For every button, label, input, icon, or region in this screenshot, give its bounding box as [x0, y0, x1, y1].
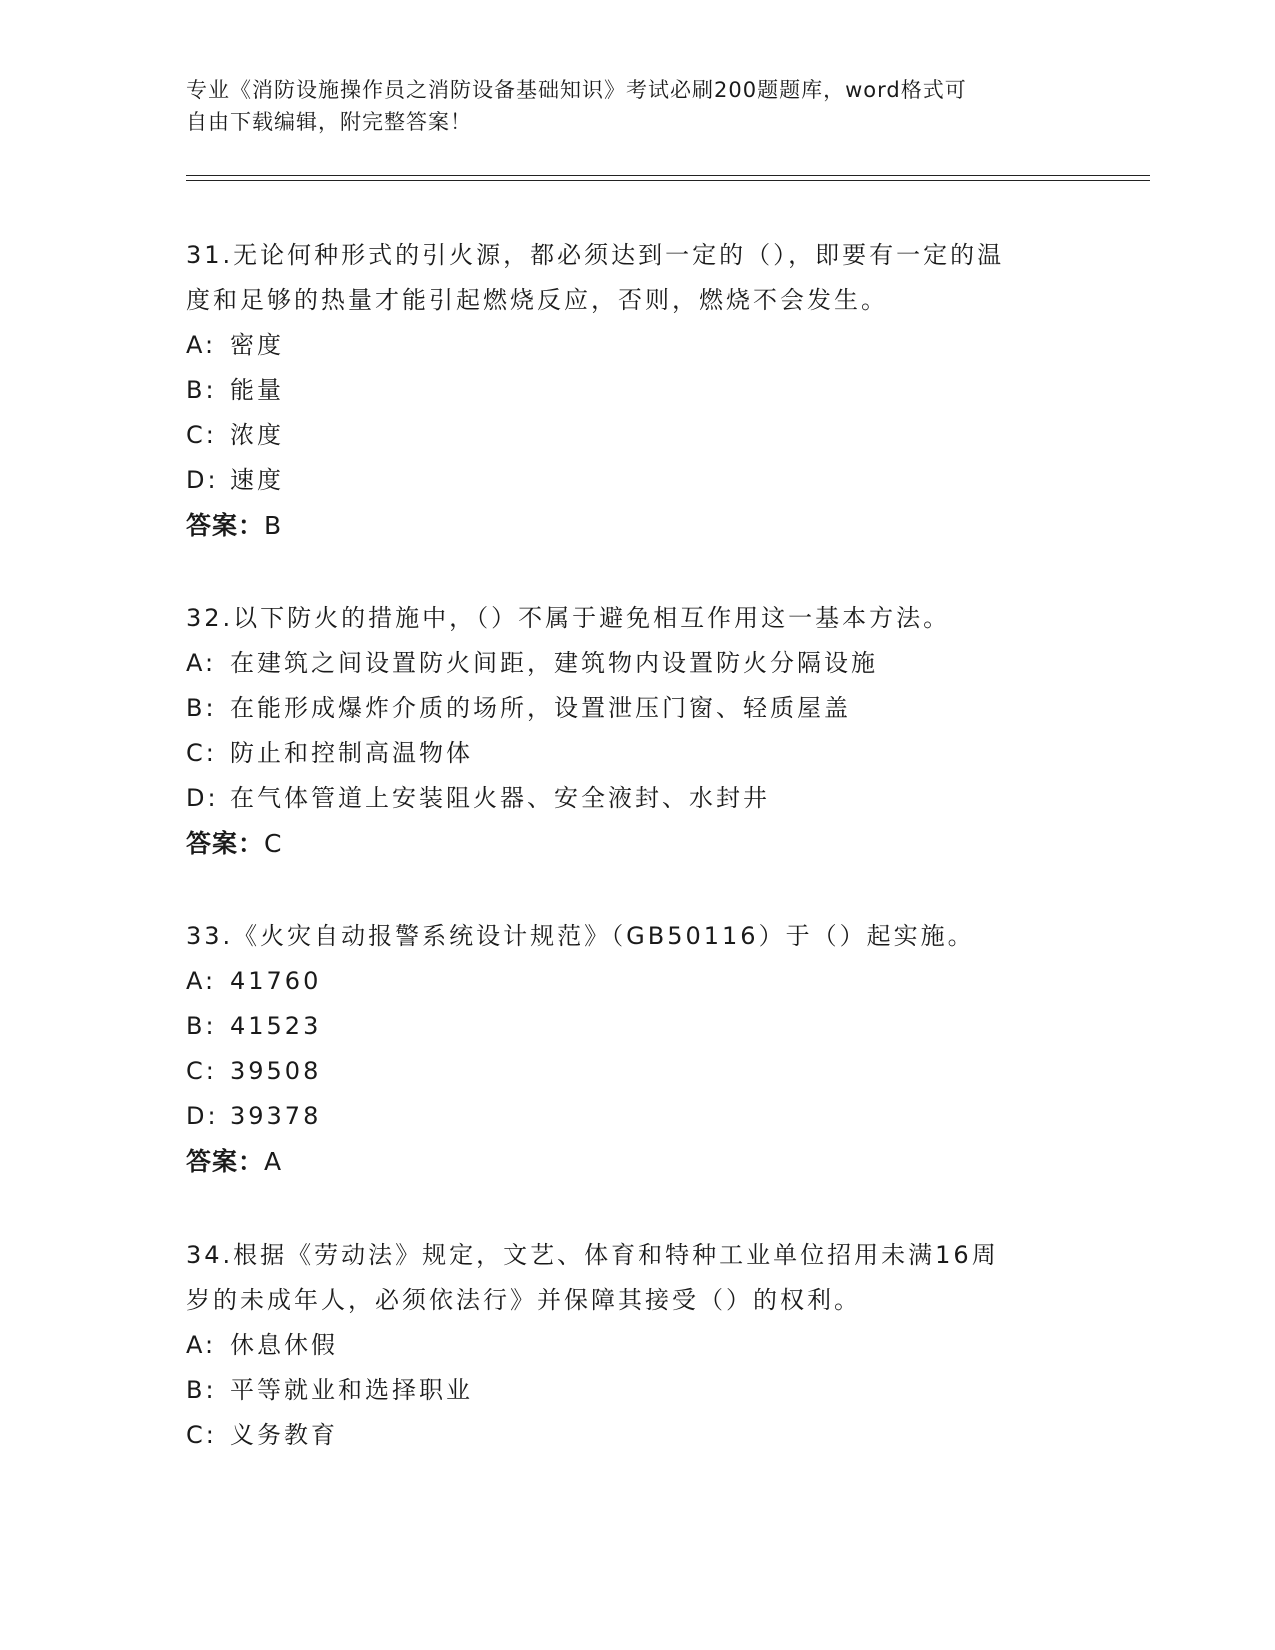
option-text: 在气体管道上安装阻火器、安全液封、水封井 [230, 784, 770, 812]
option-key: B: [186, 1012, 217, 1040]
option-a [186, 959, 1086, 1004]
question-31 [186, 233, 1086, 548]
option-key: C: [186, 739, 217, 767]
answer-line [186, 821, 1086, 866]
option-key: D: [186, 1102, 219, 1130]
option-b [186, 368, 1086, 413]
question-stem-line: 岁的未成年人，必须依法行》并保障其接受（）的权利。 [186, 1286, 861, 1314]
option-d [186, 1094, 1086, 1139]
option-text: 41760 [230, 967, 322, 995]
option-text: 防止和控制高温物体 [230, 739, 473, 767]
answer-line [186, 503, 1086, 548]
option-key: B: [186, 694, 217, 722]
answer-label: 答案： [186, 829, 265, 858]
question-32 [186, 596, 1086, 866]
option-text: 在建筑之间设置防火间距，建筑物内设置防火分隔设施 [230, 649, 878, 677]
option-b [186, 686, 1086, 731]
option-key: D: [186, 466, 219, 494]
answer-value: B [264, 511, 283, 540]
question-stem-line: 33.《火灾自动报警系统设计规范》（GB50116）于（）起实施。 [186, 922, 975, 950]
answer-value: C [264, 829, 283, 858]
option-text: 浓度 [230, 421, 284, 449]
question-stem [186, 233, 1086, 323]
option-c [186, 1049, 1086, 1094]
question-stem [186, 1233, 1086, 1323]
question-stem-line: 31.无论何种形式的引火源，都必须达到一定的（），即要有一定的温 [186, 241, 1005, 269]
question-34 [186, 1233, 1086, 1458]
header-line-1: 专业《消防设施操作员之消防设备基础知识》考试必刷200题题库，word格式可 [186, 78, 967, 102]
option-key: D: [186, 784, 219, 812]
option-text: 平等就业和选择职业 [230, 1376, 473, 1404]
header-line-2: 自由下载编辑，附完整答案！ [186, 110, 472, 134]
option-key: B: [186, 1376, 217, 1404]
header-divider-bottom [186, 180, 1150, 181]
option-a [186, 1323, 1086, 1368]
option-text: 速度 [230, 466, 284, 494]
answer-value: A [264, 1147, 283, 1176]
option-a [186, 323, 1086, 368]
option-b [186, 1368, 1086, 1413]
option-c [186, 413, 1086, 458]
option-key: A: [186, 967, 217, 995]
option-c [186, 731, 1086, 776]
answer-line [186, 1139, 1086, 1184]
option-text: 在能形成爆炸介质的场所，设置泄压门窗、轻质屋盖 [230, 694, 851, 722]
option-text: 能量 [230, 376, 284, 404]
question-stem-line: 32.以下防火的措施中，（）不属于避免相互作用这一基本方法。 [186, 604, 951, 632]
option-text: 39508 [230, 1057, 322, 1085]
option-text: 密度 [230, 331, 284, 359]
question-33 [186, 914, 1086, 1184]
option-text: 41523 [230, 1012, 322, 1040]
option-text: 39378 [230, 1102, 322, 1130]
option-key: A: [186, 649, 217, 677]
option-key: A: [186, 331, 217, 359]
option-a [186, 641, 1086, 686]
option-key: A: [186, 1331, 217, 1359]
header-divider-top [186, 175, 1150, 176]
option-key: C: [186, 1421, 217, 1449]
answer-label: 答案： [186, 511, 265, 540]
document-header [186, 74, 1066, 138]
option-key: C: [186, 421, 217, 449]
question-stem [186, 596, 1086, 641]
answer-label: 答案： [186, 1147, 265, 1176]
question-stem-line: 34.根据《劳动法》规定，文艺、体育和特种工业单位招用未满16周 [186, 1241, 999, 1269]
question-stem-line: 度和足够的热量才能引起燃烧反应，否则，燃烧不会发生。 [186, 286, 888, 314]
option-key: C: [186, 1057, 217, 1085]
option-b [186, 1004, 1086, 1049]
option-text: 义务教育 [230, 1421, 338, 1449]
option-d [186, 776, 1086, 821]
question-stem [186, 914, 1086, 959]
option-key: B: [186, 376, 217, 404]
option-text: 休息休假 [230, 1331, 338, 1359]
option-d [186, 458, 1086, 503]
option-c [186, 1413, 1086, 1458]
